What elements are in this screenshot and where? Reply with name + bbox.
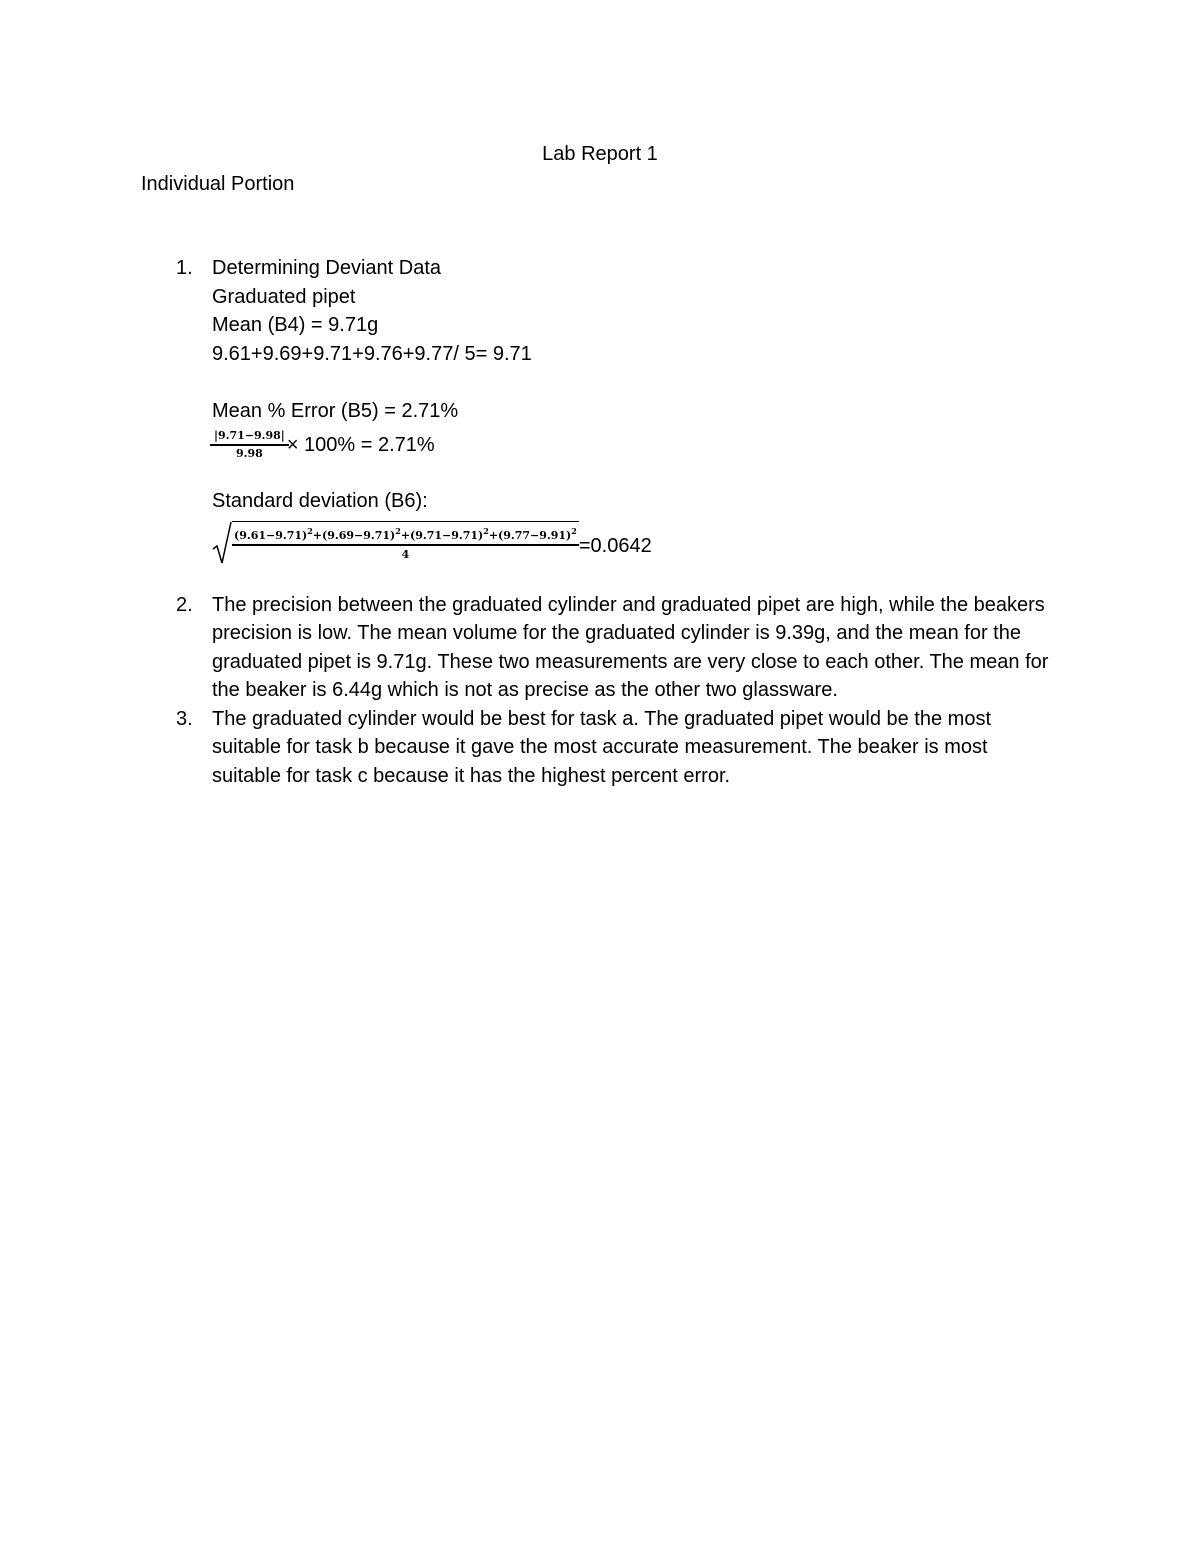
mean-label: Mean (B4) = 9.71g xyxy=(212,314,379,336)
numbered-list xyxy=(141,254,1061,790)
sd-exponent: 2 xyxy=(571,525,577,536)
error-fraction xyxy=(212,429,287,461)
spacer xyxy=(212,368,1061,397)
item-paragraph: The graduated cylinder would be best for task a. The graduated pipet would be the most suitable for task b because it gave the most accurate measurement. The beaker is most suitable for task c because it has the highest percent error. xyxy=(212,707,992,787)
mean-calculation: 9.61+9.69+9.71+9.76+9.77/ 5= 9.71 xyxy=(212,342,532,365)
list-item-3 xyxy=(141,705,1061,791)
spacer xyxy=(212,463,1061,487)
error-label: Mean % Error (B5) = 2.71% xyxy=(212,399,459,422)
percent-error-equation xyxy=(212,427,1061,463)
sd-exponent: 2 xyxy=(395,525,401,536)
radicand-denominator: 4 xyxy=(232,544,579,562)
radical-sign-icon xyxy=(212,521,232,565)
std-dev-label: Standard deviation (B6): xyxy=(212,490,428,512)
error-equation-tail: × 100% = 2.71% xyxy=(286,433,435,456)
document-title: Lab Report 1 xyxy=(542,143,658,165)
std-dev-equation xyxy=(212,518,1061,568)
list-number-1: 1. xyxy=(176,257,193,279)
item-heading: Determining Deviant Data xyxy=(212,257,441,279)
sd-term: (9.61−9.71) xyxy=(234,528,308,542)
sd-term: +(9.69−9.71) xyxy=(312,528,396,542)
std-dev-result: =0.0642 xyxy=(578,535,652,558)
radicand-numerator xyxy=(232,524,579,544)
document-subtitle: Individual Portion xyxy=(141,173,295,195)
error-fraction-denominator: 9.98 xyxy=(210,444,289,461)
spacer xyxy=(141,568,1061,591)
list-number-2: 2. xyxy=(176,593,193,616)
list-item-2 xyxy=(141,591,1061,705)
square-root xyxy=(212,521,579,565)
item-subheading: Graduated pipet xyxy=(212,285,356,308)
sd-term: +(9.71−9.71) xyxy=(400,528,484,542)
item-paragraph: The precision between the graduated cylinder and graduated pipet are high, while the beakers precision is low. The mean volume for the graduated cylinder is 9.39g, and the mean for the graduated pipet is 9.71g. These two measurements are very close to each other. The mean for the beaker is 6.44g which is not as precise as the other two glassware. xyxy=(212,593,1049,701)
sd-term: +(9.77−9.91) xyxy=(488,528,572,542)
sd-exponent: 2 xyxy=(307,525,313,536)
error-fraction-numerator: |9.71−9.98| xyxy=(214,429,285,442)
list-item-1 xyxy=(141,254,1061,568)
list-number-3: 3. xyxy=(176,707,193,730)
radicand xyxy=(232,521,579,565)
sd-exponent: 2 xyxy=(483,525,489,536)
